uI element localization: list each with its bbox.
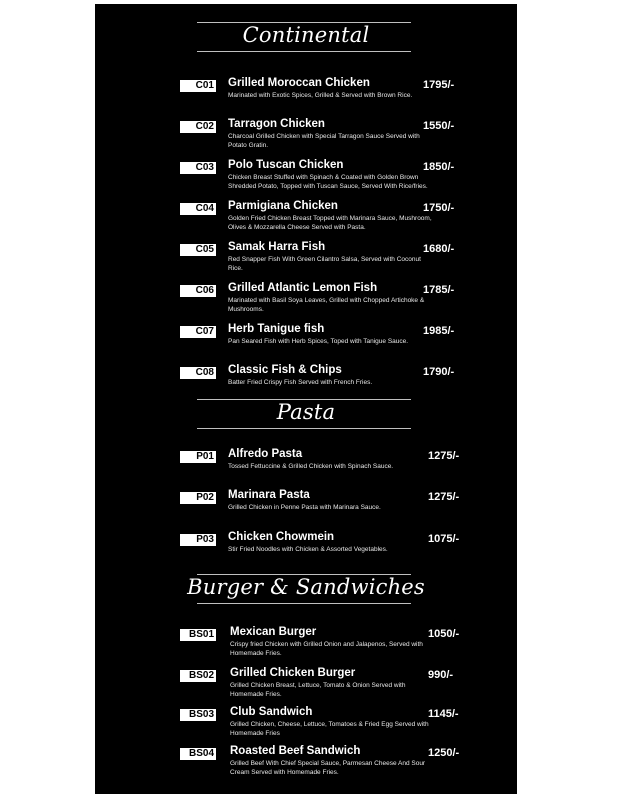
item-code: C08 <box>180 367 216 379</box>
item-description: Batter Fried Crispy Fish Served with French Fries. <box>228 379 373 386</box>
menu-item <box>95 281 517 321</box>
menu-item <box>95 530 517 570</box>
item-description: Marinated with Exotic Spices, Grilled & Served with Brown Rice. <box>228 92 413 99</box>
item-description: Golden Fried Chicken Breast Topped with Marinara Sauce, Mushroom, Olives & Mozzarella Cheese Served with Pasta. <box>228 215 432 231</box>
item-name: Polo Tuscan Chicken <box>228 159 344 171</box>
menu-item <box>95 666 517 706</box>
item-description: Charcoal Grilled Chicken with Special Tarragon Sauce Served with Potato Gratin. <box>228 133 420 149</box>
item-name: Tarragon Chicken <box>228 118 325 130</box>
item-code: P03 <box>180 534 216 546</box>
item-name: Club Sandwich <box>230 706 313 718</box>
item-name: Grilled Moroccan Chicken <box>228 77 370 89</box>
section-title: Burger & Sandwiches <box>187 575 425 599</box>
item-code: BS01 <box>180 629 216 641</box>
item-description: Stir Fried Noodles with Chicken & Assorted Vegetables. <box>228 546 388 553</box>
menu-item <box>95 625 517 665</box>
menu-item <box>95 744 517 784</box>
menu-item <box>95 240 517 280</box>
item-description: Grilled Beef With Chief Special Sauce, Parmesan Cheese And Sour Cream Served with Homemade Fries. <box>230 760 426 776</box>
menu-item <box>95 705 517 745</box>
section-title: Continental <box>242 23 370 47</box>
item-price: 1680/- <box>423 243 455 255</box>
item-price: 1785/- <box>423 284 455 296</box>
menu-item <box>95 488 517 528</box>
item-price: 1250/- <box>428 747 460 759</box>
item-code: C03 <box>180 162 216 174</box>
item-name: Alfredo Pasta <box>228 448 303 460</box>
item-description: Grilled Chicken Breast, Lettuce, Tomato & Onion Served with Homemade Fries. <box>230 682 406 698</box>
item-description: Crispy fried Chicken with Grilled Onion and Jalapenos, Served with Homemade Fries. <box>230 641 423 657</box>
item-code: P01 <box>180 451 216 463</box>
item-description: Marinated with Basil Soya Leaves, Grilled with Chopped Artichoke & Mushrooms. <box>228 297 425 313</box>
item-price: 1275/- <box>428 491 460 503</box>
menu-item <box>95 76 517 116</box>
item-name: Roasted Beef Sandwich <box>230 745 361 757</box>
menu-item <box>95 199 517 239</box>
item-code: C05 <box>180 244 216 256</box>
item-price: 990/- <box>428 669 454 681</box>
item-code: C01 <box>180 80 216 92</box>
section-header <box>95 574 517 608</box>
item-name: Parmigiana Chicken <box>228 200 338 212</box>
item-code: C06 <box>180 285 216 297</box>
item-price: 1750/- <box>423 202 455 214</box>
item-name: Classic Fish & Chips <box>228 364 342 376</box>
item-name: Grilled Atlantic Lemon Fish <box>228 282 378 294</box>
item-price: 1795/- <box>423 79 455 91</box>
item-price: 1050/- <box>428 628 460 640</box>
menu-panel <box>95 4 517 794</box>
item-code: BS02 <box>180 670 216 682</box>
item-description: Grilled Chicken, Cheese, Lettuce, Tomatoes & Fried Egg Served with Homemade Fries <box>230 721 429 737</box>
item-code: BS04 <box>180 748 216 760</box>
item-name: Herb Tanigue fish <box>228 323 325 335</box>
item-price: 1075/- <box>428 533 460 545</box>
item-price: 1145/- <box>428 708 459 720</box>
item-name: Grilled Chicken Burger <box>230 667 356 679</box>
menu-item <box>95 363 517 403</box>
item-description: Pan Seared Fish with Herb Spices, Toped with Tanigue Sauce. <box>228 338 409 345</box>
item-description: Tossed Fettuccine & Grilled Chicken with Spinach Sauce. <box>228 463 394 470</box>
item-name: Samak Harra Fish <box>228 241 326 253</box>
item-name: Mexican Burger <box>230 626 317 638</box>
section-header <box>95 22 517 56</box>
item-price: 1985/- <box>423 325 455 337</box>
item-price: 1850/- <box>423 161 455 173</box>
item-description: Chicken Breast Stuffed with Spinach & Coated with Golden Brown Shredded Potato, Topped with Tuscan Sauce, Served With Rice/fries. <box>228 174 428 190</box>
item-description: Red Snapper Fish With Green Cilantro Salsa, Served with Coconut Rice. <box>228 256 421 272</box>
item-code: P02 <box>180 492 216 504</box>
menu-item <box>95 158 517 198</box>
item-code: BS03 <box>180 709 216 721</box>
section-continental <box>95 22 517 56</box>
item-price: 1550/- <box>423 120 455 132</box>
item-code: C07 <box>180 326 216 338</box>
item-name: Chicken Chowmein <box>228 531 335 543</box>
menu-item <box>95 447 517 487</box>
item-name: Marinara Pasta <box>228 489 310 501</box>
section-title: Pasta <box>276 400 336 424</box>
divider <box>197 603 411 604</box>
item-description: Grilled Chicken in Penne Pasta with Marinara Sauce. <box>228 504 381 511</box>
item-price: 1275/- <box>428 450 460 462</box>
section-pasta <box>95 399 517 433</box>
divider <box>197 428 411 429</box>
item-code: C04 <box>180 203 216 215</box>
menu-item <box>95 117 517 157</box>
divider <box>197 51 411 52</box>
menu-item <box>95 322 517 362</box>
item-code: C02 <box>180 121 216 133</box>
section-burger-sandwiches <box>95 574 517 608</box>
section-header <box>95 399 517 433</box>
item-price: 1790/- <box>423 366 455 378</box>
